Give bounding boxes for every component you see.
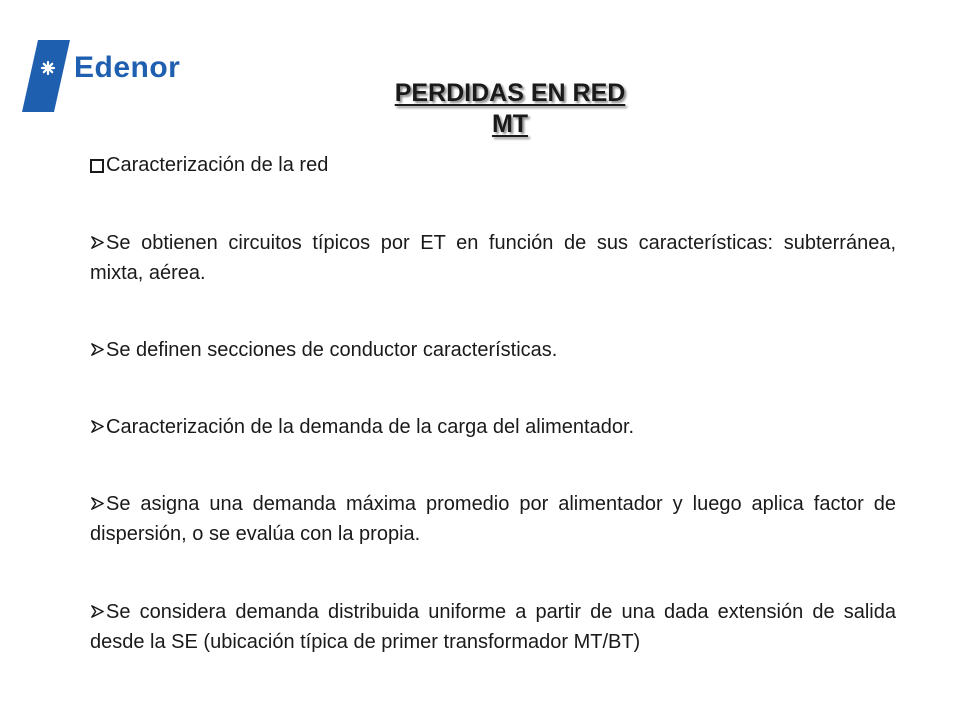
title-line-1: PERDIDAS EN RED <box>394 79 626 107</box>
list-item-text: Se asigna una demanda máxima promedio por alimentador y luego aplica factor de dispersión, o se evalúa con la propia. <box>90 493 896 545</box>
list-item <box>90 489 896 549</box>
list-item <box>90 228 896 288</box>
brand-name: Edenor <box>74 51 181 84</box>
list-item <box>90 412 896 442</box>
edenor-logo <box>22 40 180 112</box>
edenor-logo-mark-icon <box>22 40 70 112</box>
list-item-text: Se obtienen circuitos típicos por ET en función de sus características: subterránea, mixta, aérea. <box>90 232 896 284</box>
slide-title <box>300 78 720 140</box>
arrow-bullet-icon <box>90 419 105 434</box>
list-item <box>90 335 896 365</box>
list-item-text: Se considera demanda distribuida uniforme a partir de una dada extensión de salida desde la SE (ubicación típica de primer transformador MT/BT) <box>90 601 896 653</box>
list-item <box>90 597 896 657</box>
checkbox-bullet-icon <box>90 159 104 173</box>
arrow-bullet-icon <box>90 342 105 357</box>
slide-content <box>90 150 896 657</box>
list-item-text: Caracterización de la demanda de la carga del alimentador. <box>106 416 635 438</box>
section-heading <box>90 150 896 180</box>
list-item-text: Se definen secciones de conductor características. <box>106 339 558 361</box>
section-heading-text: Caracterización de la red <box>106 154 329 176</box>
arrow-bullet-icon <box>90 604 105 619</box>
title-line-2: MT <box>491 110 529 138</box>
arrow-bullet-icon <box>90 496 105 511</box>
arrow-bullet-icon <box>90 235 105 250</box>
